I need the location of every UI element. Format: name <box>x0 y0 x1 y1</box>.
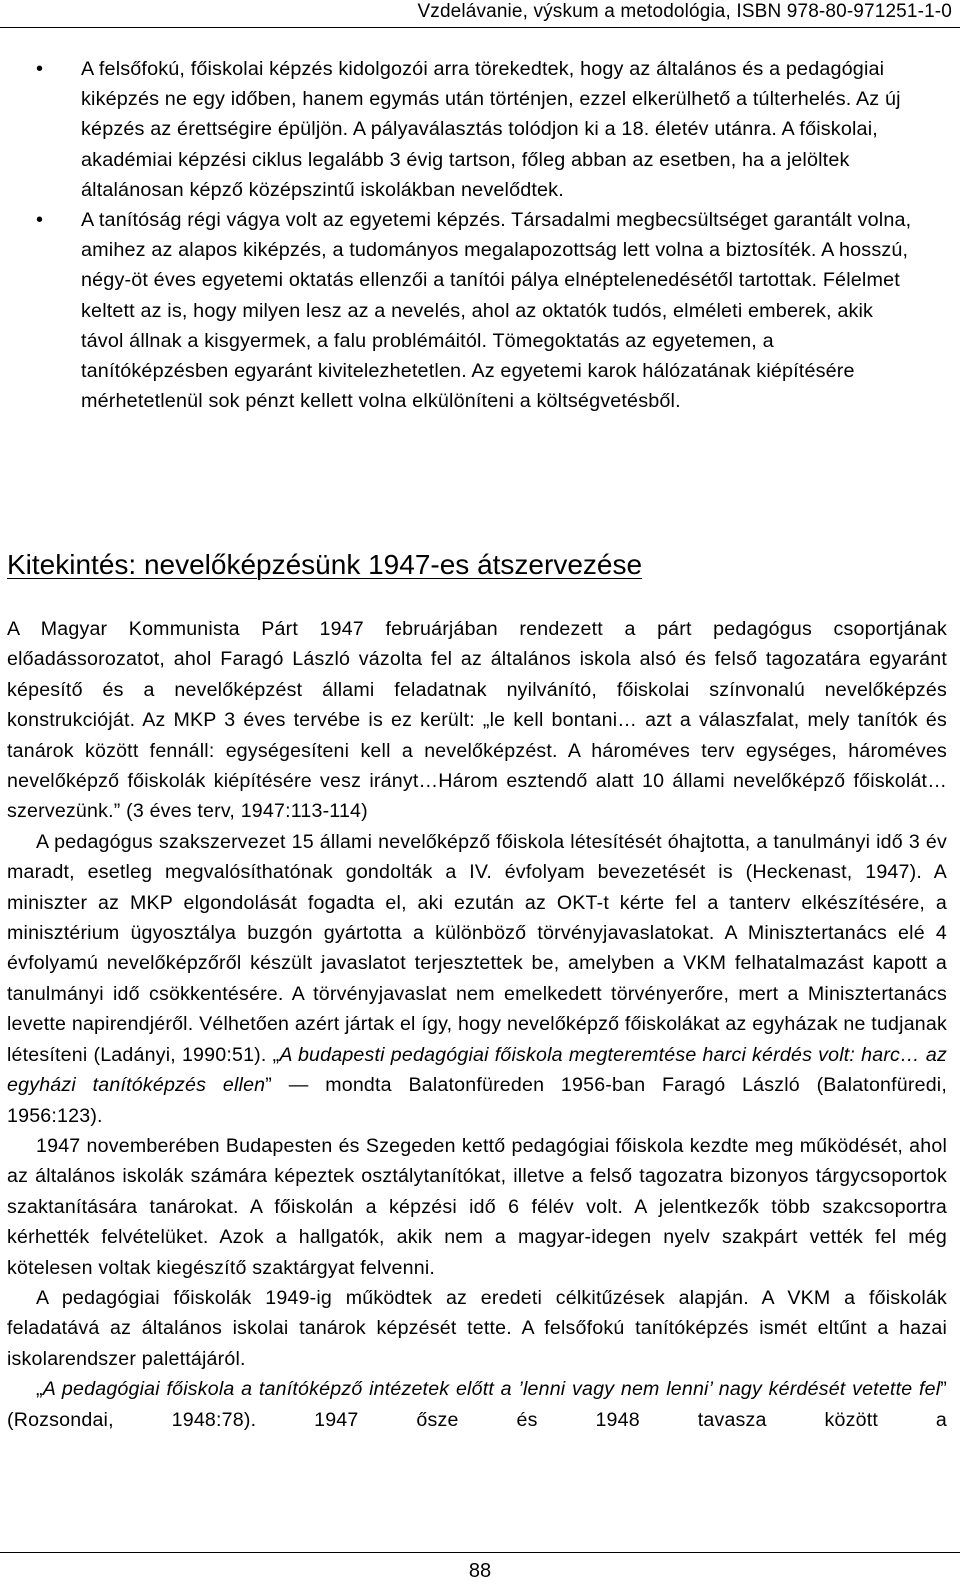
paragraph-text: A Magyar Kommunista Párt 1947 februárjában rendezett a párt pedagógus csoportjának előadássorozatot, ahol Faragó László vázolta fel az általános iskola alsó és felső tagozatára egyaránt képesítő és a nevelőképzést állami feladatnak nyilvánító, főiskolai színvonalú nevelőképzés konstrukcióját. Az MKP 3 éves tervébe is ez került: „le kell bontani… azt a válaszfalat, mely tanítók és tanárok között fennáll: egységesíteni kell a nevelőképzést. A hároméves terv egységes, hároméves nevelőképző főiskolák kiépítésére vesz irányt…Három esztendő alatt 10 állami nevelőképző főiskolát… szervezünk.” (3 éves terv, 1947:113-114) <box>7 618 947 823</box>
italic-quote: A budapesti pedagógiai főiskola megteremtése harci kérdés volt: harc… az egyházi tanítóképzés ellen <box>7 1043 947 1097</box>
paragraph-text: A pedagógiai főiskolák 1949-ig működtek az eredeti célkitűzések alapján. A VKM a főiskolák feladatává az általános iskolai tanárok képzését tette. A felsőfokú tanítóképzés ismét eltűnt a hazai iskolarendszer palettájáról. <box>7 1286 947 1370</box>
section-heading: Kitekintés: nevelőképzésünk 1947-es átszervezése <box>7 549 643 580</box>
bullet-item: • A felsőfokú, főiskolai képzés kidolgozói arra törekedtek, hogy az általános és a pedagógiai kiképzés ne egy időben, hanem egymás után történjen, ezzel elkerülhető a túlterhelés. Az új képzés az érettségire épüljön. A pályaválasztás tolódjon ki a 18. életév utánra. A főiskolai, akadémiai képzési ciklus legalább 3 évig tartson, főleg abban az esetben, ha a jelöltek általánosan képző középszintű iskolákban nevelődtek. <box>0 54 960 205</box>
bullet-item: • A tanítóság régi vágya volt az egyetemi képzés. Társadalmi megbecsültséget garantált volna, amihez az alapos kiképzés, a tudományos megalapozottság lett volna a biztosíték. A hosszú, négy-öt éves egyetemi oktatás ellenzői a tanítói pálya elnéptelenedésétől tartottak. Félelmet keltett az is, hogy milyen lesz az a nevelés, ahol az oktatók tudós, elméleti emberek, akik távol állnak a kisgyermek, a falu problémáitól. Tömegoktatás az egyetemen, a tanítóképzésben egyaránt kivitelezhetetlen. Az egyetemi karok hálózatának kiépítésére mérhetetlenül sok pénzt kellett volna elkülöníteni a költségvetésből. <box>0 205 960 416</box>
paragraph <box>7 614 947 827</box>
paragraph-text: „ <box>36 1378 43 1401</box>
paragraph-text: A pedagógus szakszervezet 15 állami nevelőképző főiskola létesítését óhajtotta, a tanulmányi idő 3 év maradt, esetleg megvalósíthatónak gondolták a IV. évfolyam bevezetését is (Heckenast, 1947). A miniszter az MKP elgondolását fogadta el, aki ezután az OKT-t kérte fel a tanterv elkészítésére, a minisztérium ügyosztálya buzgón gyártotta a különböző törvényjavaslatokat. A Minisztertanács elé 4 évfolyamú nevelőképzőről készült javaslatot terjesztettek be, amelyben a VKM felhatalmazást kapott a tanulmányi idő csökkentésére. A törvényjavaslat nem emelkedett törvényerőre, mert a Minisztertanács levette napirendjéről. Vélhetően azért jártak el így, hogy nevelőképző főiskolákat az egyházak ne tudjanak létesíteni (Ladányi, 1990:51). „ <box>7 830 947 1066</box>
paragraph-text: ” — mondta Balatonfüreden 1956-ban Faragó László (Balatonfüredi, 1956:123). <box>7 1074 947 1127</box>
body-text <box>7 614 947 1435</box>
running-header: Vzdelávanie, výskum a metodológia, ISBN 978-80-971251-1-0 <box>417 1 952 22</box>
paragraph-text: ” (Rozsondai, 1948:78). 1947 ősze és 1948 tavasza között a <box>7 1378 947 1431</box>
paragraph <box>7 1283 947 1374</box>
footer-divider <box>0 1552 960 1553</box>
italic-quote: A pedagógiai főiskola a tanítóképző intézetek előtt a ’lenni vagy nem lenni’ nagy kérdését vetette fel <box>42 1378 941 1401</box>
paragraph <box>7 1374 947 1435</box>
paragraph <box>7 827 947 1131</box>
page-number: 88 <box>468 1560 492 1582</box>
header-divider <box>0 27 960 28</box>
bullet-list <box>0 54 960 416</box>
paragraph-text: 1947 novemberében Budapesten és Szegeden kettő pedagógiai főiskola kezdte meg működését, ahol az általános iskolák számára képeztek osztálytanítókat, illetve a felső tagozatra bizonyos tárgycsoportok szaktanítására tanárokat. A főiskolán a képzési idő 6 félév volt. A jelentkezők több szakcsoportra kérhették felvételüket. Azok a hallgatók, akik nem a magyar-idegen nyelv szakpárt vették fel még kötelesen voltak kiegészítő szaktárgyat felvenni. <box>7 1134 947 1279</box>
paragraph <box>7 1131 947 1283</box>
